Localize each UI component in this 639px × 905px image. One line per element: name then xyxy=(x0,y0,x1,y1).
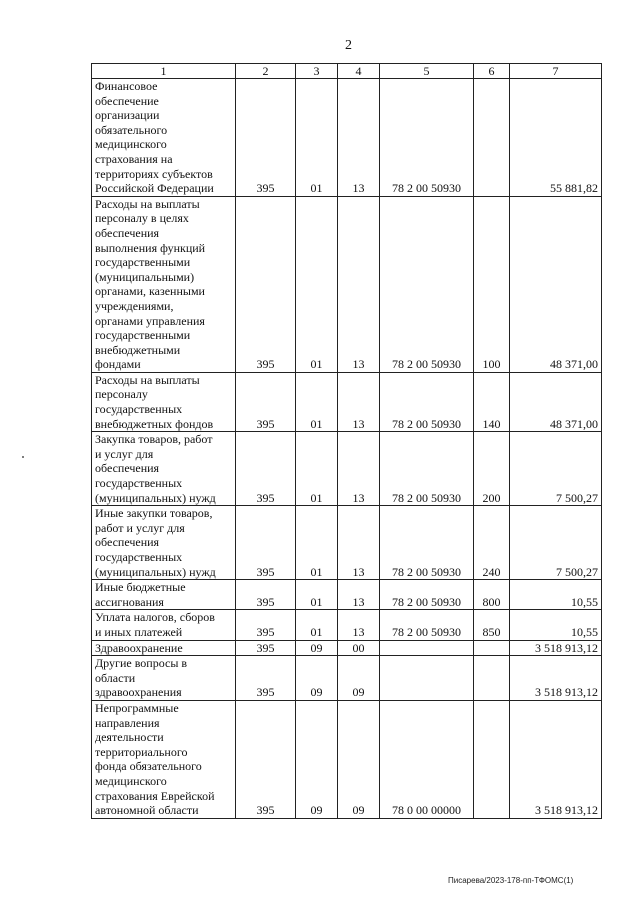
row-section: 01 xyxy=(296,610,338,640)
row-expense-type: 100 xyxy=(474,196,510,372)
row-section: 01 xyxy=(296,506,338,580)
row-target-item: 78 0 00 00000 xyxy=(380,700,474,818)
row-subsection: 13 xyxy=(338,580,380,610)
header-col-5: 5 xyxy=(380,64,474,79)
row-name: Расходы на выплаты персоналу государственных внебюджетных фондов xyxy=(92,372,236,431)
row-admin-code: 395 xyxy=(236,700,296,818)
row-target-item xyxy=(380,656,474,701)
row-subsection: 13 xyxy=(338,610,380,640)
row-name: Финансовое обеспечение организации обязательного медицинского страхования на территориях субъектов Российской Федерации xyxy=(92,79,236,197)
row-section: 01 xyxy=(296,580,338,610)
row-admin-code: 395 xyxy=(236,506,296,580)
table-row xyxy=(92,79,602,197)
row-amount: 10,55 xyxy=(510,580,602,610)
table-row xyxy=(92,196,602,372)
header-col-1: 1 xyxy=(92,64,236,79)
row-name: Здравоохранение xyxy=(92,640,236,656)
row-subsection: 09 xyxy=(338,656,380,701)
row-admin-code: 395 xyxy=(236,640,296,656)
row-expense-type: 800 xyxy=(474,580,510,610)
row-subsection: 00 xyxy=(338,640,380,656)
row-expense-type xyxy=(474,656,510,701)
row-target-item: 78 2 00 50930 xyxy=(380,372,474,431)
row-name: Расходы на выплаты персоналу в целях обеспечения выполнения функций государственными (муниципальными) органами, казенными учреждениями, органами управления государственными внебюджетными фондами xyxy=(92,196,236,372)
budget-table xyxy=(91,63,602,819)
table-header-row xyxy=(92,64,602,79)
row-admin-code: 395 xyxy=(236,196,296,372)
row-name: Уплата налогов, сборов и иных платежей xyxy=(92,610,236,640)
table-row xyxy=(92,610,602,640)
row-expense-type: 200 xyxy=(474,432,510,506)
row-amount: 3 518 913,12 xyxy=(510,656,602,701)
table-row xyxy=(92,640,602,656)
table-row xyxy=(92,432,602,506)
row-expense-type: 850 xyxy=(474,610,510,640)
row-amount: 55 881,82 xyxy=(510,79,602,197)
row-section: 01 xyxy=(296,196,338,372)
row-name: Закупка товаров, работ и услуг для обеспечения государственных (муниципальных) нужд xyxy=(92,432,236,506)
row-admin-code: 395 xyxy=(236,432,296,506)
row-target-item: 78 2 00 50930 xyxy=(380,432,474,506)
row-target-item: 78 2 00 50930 xyxy=(380,580,474,610)
row-expense-type: 140 xyxy=(474,372,510,431)
row-expense-type xyxy=(474,700,510,818)
row-section: 01 xyxy=(296,372,338,431)
header-col-2: 2 xyxy=(236,64,296,79)
row-amount: 3 518 913,12 xyxy=(510,640,602,656)
row-name: Непрограммные направления деятельности территориального фонда обязательного медицинского страхования Еврейской автономной области xyxy=(92,700,236,818)
page-number: 2 xyxy=(345,38,352,53)
row-section: 09 xyxy=(296,640,338,656)
table-row xyxy=(92,372,602,431)
row-section: 01 xyxy=(296,79,338,197)
table-row xyxy=(92,506,602,580)
row-amount: 48 371,00 xyxy=(510,372,602,431)
row-subsection: 09 xyxy=(338,700,380,818)
header-col-3: 3 xyxy=(296,64,338,79)
margin-speck xyxy=(22,456,24,458)
row-admin-code: 395 xyxy=(236,580,296,610)
row-section: 09 xyxy=(296,656,338,701)
row-amount: 3 518 913,12 xyxy=(510,700,602,818)
table-row xyxy=(92,580,602,610)
row-name: Иные бюджетные ассигнования xyxy=(92,580,236,610)
row-subsection: 13 xyxy=(338,432,380,506)
row-admin-code: 395 xyxy=(236,79,296,197)
row-amount: 10,55 xyxy=(510,610,602,640)
row-target-item: 78 2 00 50930 xyxy=(380,79,474,197)
header-col-6: 6 xyxy=(474,64,510,79)
row-subsection: 13 xyxy=(338,372,380,431)
document-footer-code: Писарева/2023-178-пп-ТФОМС(1) xyxy=(448,876,574,885)
row-target-item: 78 2 00 50930 xyxy=(380,610,474,640)
row-target-item: 78 2 00 50930 xyxy=(380,196,474,372)
row-section: 09 xyxy=(296,700,338,818)
row-expense-type xyxy=(474,640,510,656)
row-name: Другие вопросы в области здравоохранения xyxy=(92,656,236,701)
row-expense-type xyxy=(474,79,510,197)
table-row xyxy=(92,700,602,818)
row-subsection: 13 xyxy=(338,506,380,580)
row-admin-code: 395 xyxy=(236,610,296,640)
table-row xyxy=(92,656,602,701)
row-target-item: 78 2 00 50930 xyxy=(380,506,474,580)
row-amount: 48 371,00 xyxy=(510,196,602,372)
row-target-item xyxy=(380,640,474,656)
row-name: Иные закупки товаров, работ и услуг для обеспечения государственных (муниципальных) нужд xyxy=(92,506,236,580)
row-admin-code: 395 xyxy=(236,656,296,701)
header-col-7: 7 xyxy=(510,64,602,79)
row-amount: 7 500,27 xyxy=(510,506,602,580)
row-expense-type: 240 xyxy=(474,506,510,580)
row-admin-code: 395 xyxy=(236,372,296,431)
row-subsection: 13 xyxy=(338,79,380,197)
row-subsection: 13 xyxy=(338,196,380,372)
row-section: 01 xyxy=(296,432,338,506)
row-amount: 7 500,27 xyxy=(510,432,602,506)
header-col-4: 4 xyxy=(338,64,380,79)
